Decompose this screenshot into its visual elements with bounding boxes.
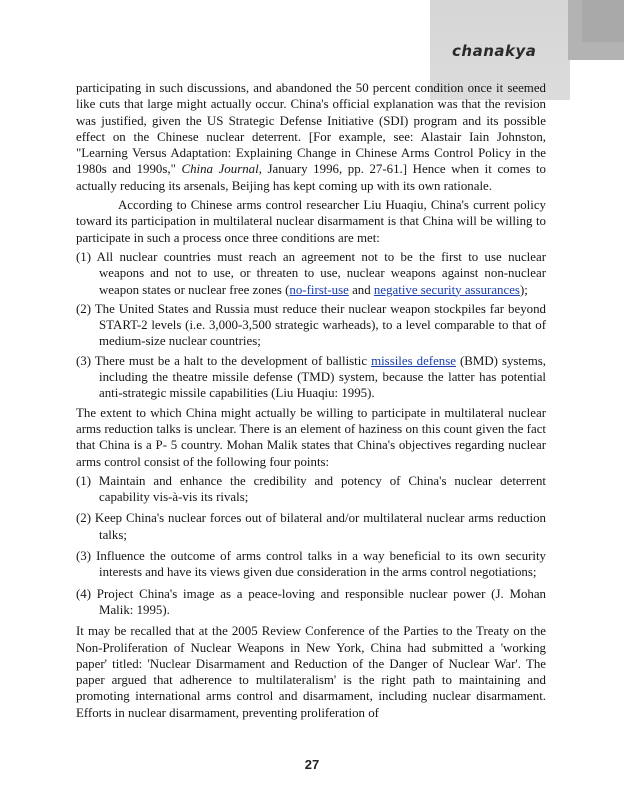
list-item: (3) There must be a halt to the development of ballistic missiles defense (BMD) systems, including the theatre missile defense (TMD) system, because the latter has potential anti-strategic missile capabilities (Liu Huaqiu: 1995). [76,353,547,401]
corner-tab-inner [582,0,624,42]
list-item: (1) Maintain and enhance the credibility and potency of China's nuclear deterrent capability vis-à-vis its rivals; [76,473,546,505]
list-item: (3) Influence the outcome of arms control talks in a way beneficial to its own security interests and have its views given due consideration in the arms control negotiations; [76,549,546,580]
missiles-defense-link[interactable]: missiles defense [371,353,456,368]
page-number: 27 [304,757,320,772]
journal-title: China Journal [181,162,259,177]
paragraph: The extent to which China might actually be willing to participate in multilateral nuclear arms reduction talks is unclear. There is an element of haziness on this count given the fact that China is a P- 5 country. Mohan Malik states that China's objectives regarding nuclear arms control consist of the following four points: [76,405,546,469]
brand-logo: chanakya [452,42,537,60]
body-text [76,80,546,721]
list-item: (2) The United States and Russia must reduce their nuclear weapon stockpiles far beyond START-2 levels (i.e. 3,000-3,500 strategic warheads), to a level comparable to that of medium-size nuclear countries; [76,301,546,349]
paragraph: According to Chinese arms control researcher Liu Huaqiu, China's current policy toward its participation in multilateral nuclear disarmament is that China will be willing to participate in such a process once three conditions are met: [76,198,546,245]
list-item: (4) Project China's image as a peace-loving and responsible nuclear power (J. Mohan Malik: 1995). [76,586,546,617]
list-item: (1) All nuclear countries must reach an agreement not to be the first to use nuclear weapons and not to use, or threaten to use, nuclear weapons against non-nuclear weapon states or nuclear free zones (no-first-use and negative security assurances); [76,249,546,297]
list-item: (2) Keep China's nuclear forces out of bilateral and/or multilateral nuclear arms reduction talks; [76,511,546,542]
negative-security-assurances-link[interactable]: negative security assurances [373,282,520,297]
paragraph: participating in such discussions, and abandoned the 50 percent condition once it seemed like cuts that large might actually occur. China's official explanation was that the revision was justified, given the US Strategic Defense Initiative (SDI) program and its possible effect on the Chinese nuclear deterrent. [For example, see: Alastair Iain Johnston, "Learning Versus Adaptation: Explaining Change in Chinese Arms Control Policy in the 1980s and 1990s," China Journal, January 1996, pp. 27-61.] Hence when it comes to actually reducing its arsenals, Beijing has kept coming up with its own rationale. [76,81,546,193]
paragraph: It may be recalled that at the 2005 Review Conference of the Parties to the Treaty on the Non-Proliferation of Nuclear Weapons in New York, China had submitted a 'working paper' titled: 'Nuclear Disarmament and Reduction of the Danger of Nuclear War'. The paper argued that adherence to multilateralism' is the right path to maintaining and promoting international arms control and disarmament, including nuclear disarmament. Efforts in nuclear disarmament, preventing proliferation of [76,624,546,720]
no-first-use-link[interactable]: no-first-use [289,282,349,297]
